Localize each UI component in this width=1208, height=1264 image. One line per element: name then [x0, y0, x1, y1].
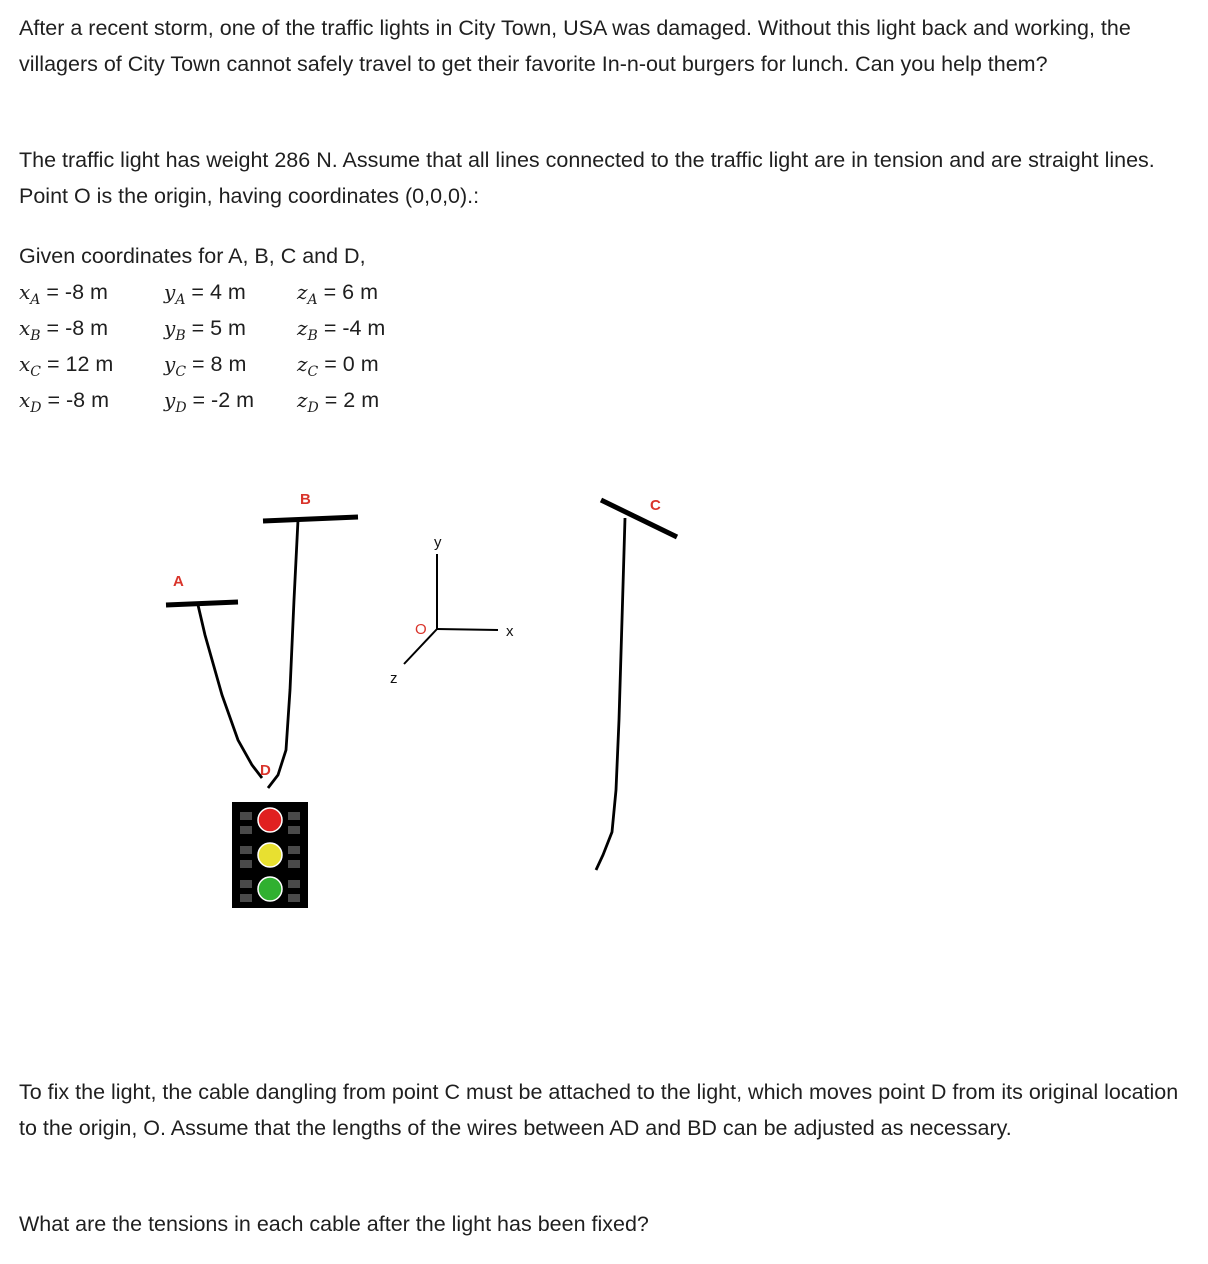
- cable-bd: [268, 520, 298, 788]
- label-y: y: [434, 534, 442, 551]
- green-lamp: [258, 877, 282, 901]
- label-a: A: [173, 573, 184, 590]
- coordinates-heading: Given coordinates for A, B, C and D,: [19, 244, 366, 268]
- coordinate-z-c: $z_C = 0$ m: [297, 352, 379, 380]
- fix-paragraph: To fix the light, the cable dangling from point C must be attached to the light, which moves point D from its original location to the origin, O. Assume that the lengths of the wires between AD and BD can be adjusted as necessary.: [19, 1080, 1179, 1140]
- coordinate-x-d: $x_D = -8$ m: [19, 388, 110, 416]
- x-axis: [437, 629, 498, 630]
- question-paragraph: What are the tensions in each cable after the light has been fixed?: [19, 1212, 649, 1236]
- coordinate-x-b: $x_B = -8$ m: [19, 316, 109, 344]
- label-o: O: [415, 621, 427, 638]
- intro-paragraph: After a recent storm, one of the traffic lights in City Town, USA was damaged. Without this light back and working, the villagers of City Town cannot safely travel to get their favorite In-n-out burgers for lunch. Can you help them?: [19, 16, 1131, 76]
- traffic-light-figure: [0, 470, 720, 920]
- coordinates-table: [19, 274, 427, 418]
- coordinate-z-b: $z_B = -4$ m: [297, 316, 386, 344]
- cable-ad: [198, 605, 262, 778]
- coordinate-y-d: $y_D = -2$ m: [164, 388, 255, 416]
- label-b: B: [300, 491, 311, 508]
- coordinate-z-a: $z_A = 6$ m: [297, 280, 379, 308]
- yellow-lamp: [258, 843, 282, 867]
- coordinate-y-b: $y_B = 5$ m: [164, 316, 246, 344]
- coordinate-x-a: $x_A = -8$ m: [19, 280, 108, 308]
- label-c: C: [650, 497, 661, 514]
- coordinate-x-c: $x_C = 12$ m: [19, 352, 114, 380]
- label-x: x: [506, 623, 514, 640]
- assumptions-paragraph: The traffic light has weight 286 N. Assume that all lines connected to the traffic light are in tension and are straight lines. Point O is the origin, having coordinates (0,0,0).:: [19, 148, 1155, 208]
- coordinate-z-d: $z_D = 2$ m: [297, 388, 380, 416]
- coordinate-y-a: $y_A = 4$ m: [164, 280, 246, 308]
- traffic-light: [232, 802, 308, 908]
- support-bar-c: [601, 500, 677, 537]
- label-d: D: [260, 762, 271, 779]
- cable-c-dangling: [596, 518, 625, 870]
- support-bar-b: [263, 517, 358, 521]
- red-lamp: [258, 808, 282, 832]
- coordinate-y-c: $y_C = 8$ m: [164, 352, 247, 380]
- support-bar-a: [166, 602, 238, 605]
- label-z: z: [390, 670, 398, 687]
